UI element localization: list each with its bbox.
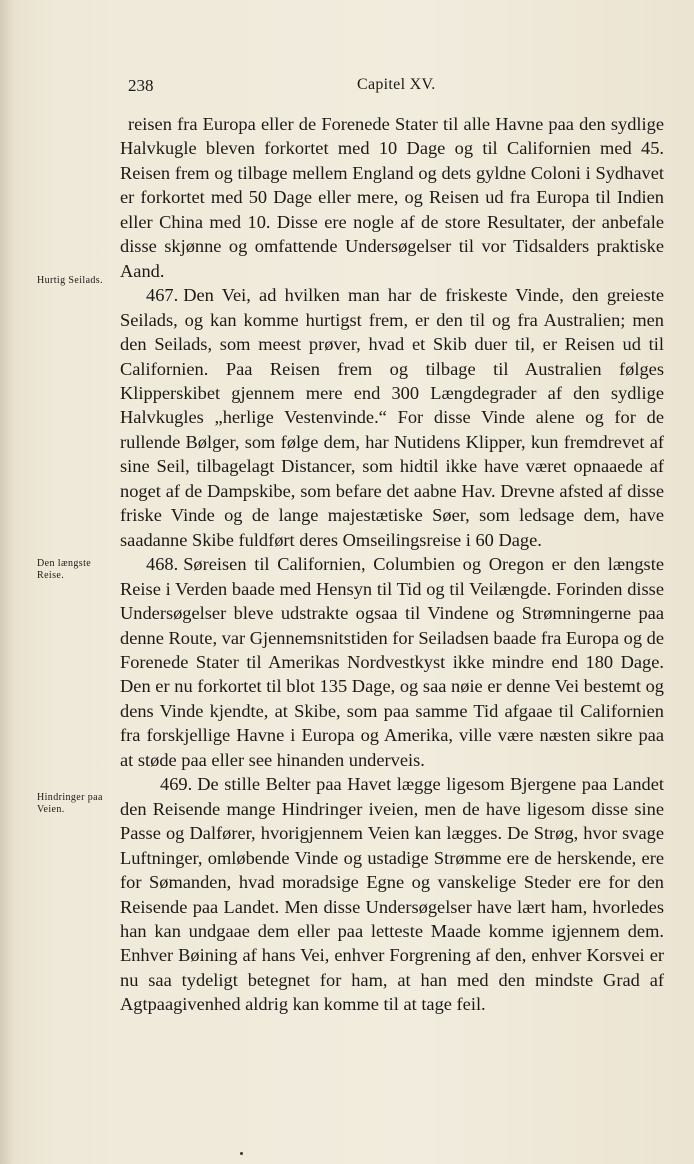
page-number: 238 — [128, 76, 154, 95]
paragraph-468 — [120, 552, 664, 772]
paragraph-469 — [120, 772, 664, 1017]
margin-note-hurtig-seilads: Hurtig Seilads. — [37, 275, 103, 286]
paragraph-text: reisen fra Europa eller de Forenede Stater til alle Havne paa den sydlige Halvkugle bleven forkortet med 10 Dage og til Californien med 45. Reisen frem og tilbage mellem England og dets gyldne Coloni i Sydhavet er forkortet med 50 Dage eller mere, og Reisen ud fra Europa til Indien eller China med 10. Disse ere nogle af de store Resultater, der anbefale disse skjønne og omfattende Undersøgelser til vor Tidsalders praktiske Aand. — [120, 114, 664, 281]
paragraph-text: Søreisen til Californien, Columbien og Oregon er den længste Reise i Verden baade med Hensyn til Tid og til Veilængde. Forinden disse Undersøgelser bleve udstrakte ogsaa til Vindene og Strømningerne paa denne Route, var Gjennemsnitstiden for Seiladsen baade fra Europa og de Forenede Stater til Amerikas Nordvestkyst ikke mindre end 180 Dage. Den er nu forkortet til blot 135 Dage, og saa nøie er denne Vei bestemt og dens Vinde kjendte, at Skibe, som paa samme Tid afgaae til Californien fra forskjellige Havne i Europa og Amerika, ville være næsten sikre paa at støde paa eller see hinanden underveis. — [120, 554, 664, 770]
margin-note-hindringer-paa-veien: Hindringer paa Veien. — [37, 792, 103, 815]
paragraph-467 — [120, 283, 664, 552]
page-header — [0, 76, 694, 102]
running-head: Capitel XV. — [357, 76, 436, 93]
paragraph-text: De stille Belter paa Havet lægge ligesom Bjergene paa Landet den Reisende mange Hindringer iveien, men de have ligesom disse sine Passe og Dalfører, hvorigjennem Veien kan lægges. De Strøg, hvor svage Luftninger, omløbende Vinde og ustadige Strømme ere de herskende, ere for Sømanden, hvad moradsige Egne og vanskelige Steder ere for den Reisende paa Landet. Men disse Undersøgelser have lært ham, hvorledes han kan undgaae dem eller paa letteste Maade komme igjennem dem. Enhver Bøining af hans Vei, enhver Forgrening af den, enhver Korsvei er nu saa tydeligt betegnet for ham, at han med den mindste Grad af Agtpaagivenhed aldrig kan komme til at tage feil. — [120, 774, 664, 1015]
paragraph-continued — [120, 112, 664, 283]
page-gutter-shadow — [0, 0, 14, 1164]
body-text — [120, 112, 664, 1017]
paper-speck — [240, 1152, 243, 1155]
section-number: 468. — [146, 554, 179, 575]
section-number: 467. — [146, 285, 179, 306]
section-number: 469. — [160, 774, 193, 795]
paragraph-text: Den Vei, ad hvilken man har de friskeste Vinde, den greieste Seilads, og kan komme hurtigst frem, er den til og fra Australien; men den Seilads, som meest prøver, hvad et Skib duer til, er Reisen ud til Californien. Paa Reisen frem og tilbage til Australien følges Klipperskibet gjennem mere end 300 Længdegrader af den sydlige Halvkugles „herlige Vestenvinde.“ For disse Vinde alene og for de rullende Bølger, som følge dem, har Nutidens Klipper, kun fremdrevet af sine Seil, tilbagelagt Distancer, som hidtil ikke have været opnaaede af noget af de Dampskibe, som befare det aabne Hav. Drevne afsted af disse friske Vinde og de lange majestætiske Søer, som ledsage dem, have saadanne Skibe fuldført deres Omseilingsreise i 60 Dage. — [120, 285, 664, 550]
margin-note-den-laengste-reise: Den længste Reise. — [37, 558, 92, 581]
